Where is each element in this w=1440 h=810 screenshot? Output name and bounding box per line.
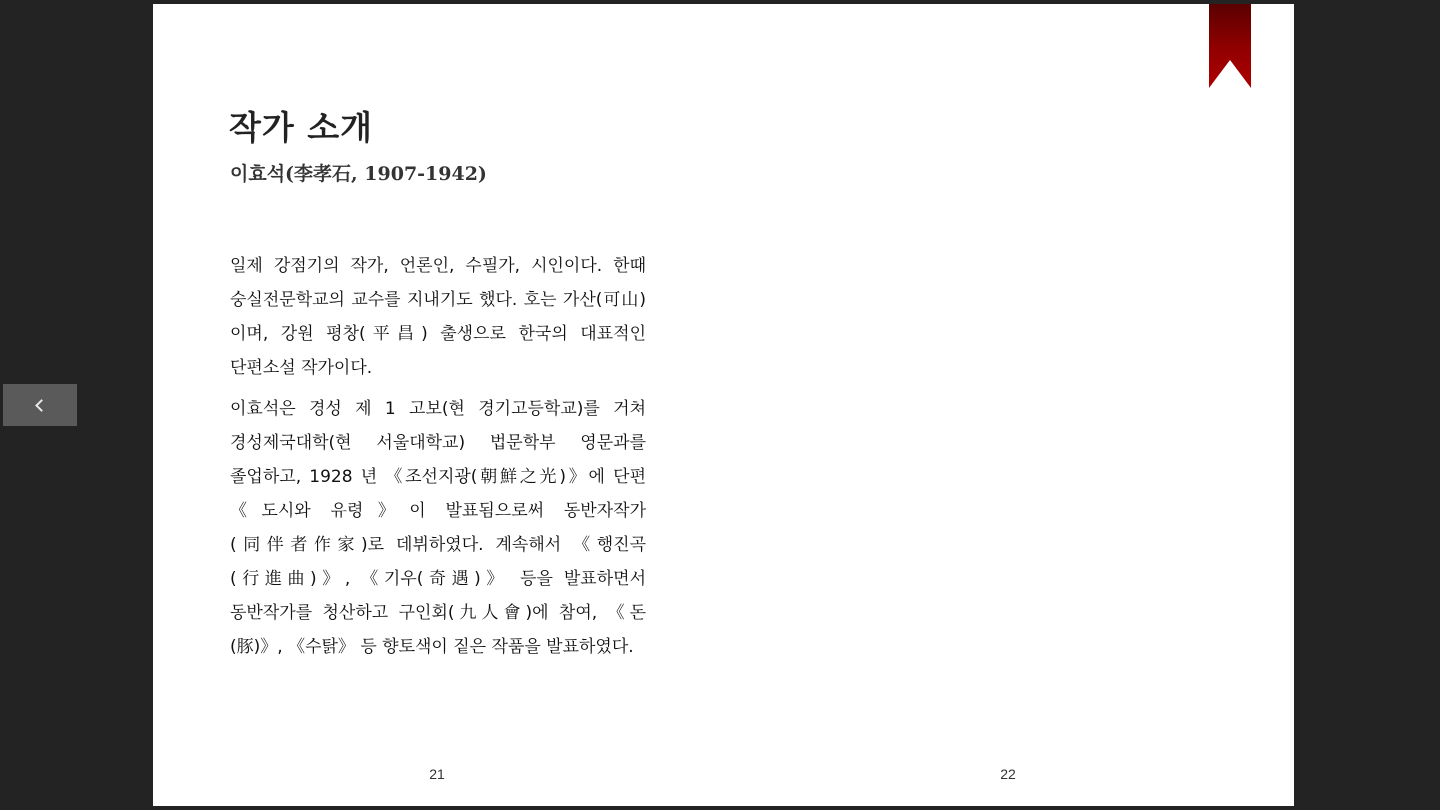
left-page bbox=[153, 4, 723, 806]
page-number-left: 21 bbox=[429, 766, 445, 782]
author-name: 이효석(李孝石, 1907-1942) bbox=[230, 163, 487, 185]
paragraph-biography: 이효석은 경성 제 1 고보(현 경기고등학교)를 거쳐 경성제국대학(현 서울대학교) 법문학부 영문과를 졸업하고, 1928 년 《조선지광(朝鮮之光)》에 단편 《도시와 유령》이 발표됨으로써 동반자작가(同伴者作家)로 데뷔하였다. 계속해서 《행진곡(行進曲)》, 《기우(奇遇)》 등을 발표하면서 동반작가를 청산하고 구인회(九人會)에 참여, 《돈(豚)》, 《수탉》 등 향토색이 짙은 작품을 발표하였다. bbox=[230, 399, 646, 657]
paragraph-intro: 일제 강점기의 작가, 언론인, 수필가, 시인이다. 한때 숭실전문학교의 교수를 지내기도 했다. 호는 가산(可山)이며, 강원 평창(平昌) 출생으로 한국의 대표적인 단편소설 작가이다. bbox=[230, 256, 646, 378]
body-text bbox=[230, 249, 646, 671]
prev-page-button[interactable] bbox=[3, 384, 77, 426]
page-number-right: 22 bbox=[1000, 766, 1016, 782]
chevron-left-icon bbox=[35, 399, 48, 412]
bookmark-ribbon-shape bbox=[1209, 4, 1251, 88]
right-page bbox=[723, 4, 1294, 806]
page-title: 작가 소개 bbox=[229, 108, 374, 147]
page-spread bbox=[153, 4, 1294, 806]
bookmark-ribbon-icon[interactable] bbox=[1209, 4, 1251, 88]
